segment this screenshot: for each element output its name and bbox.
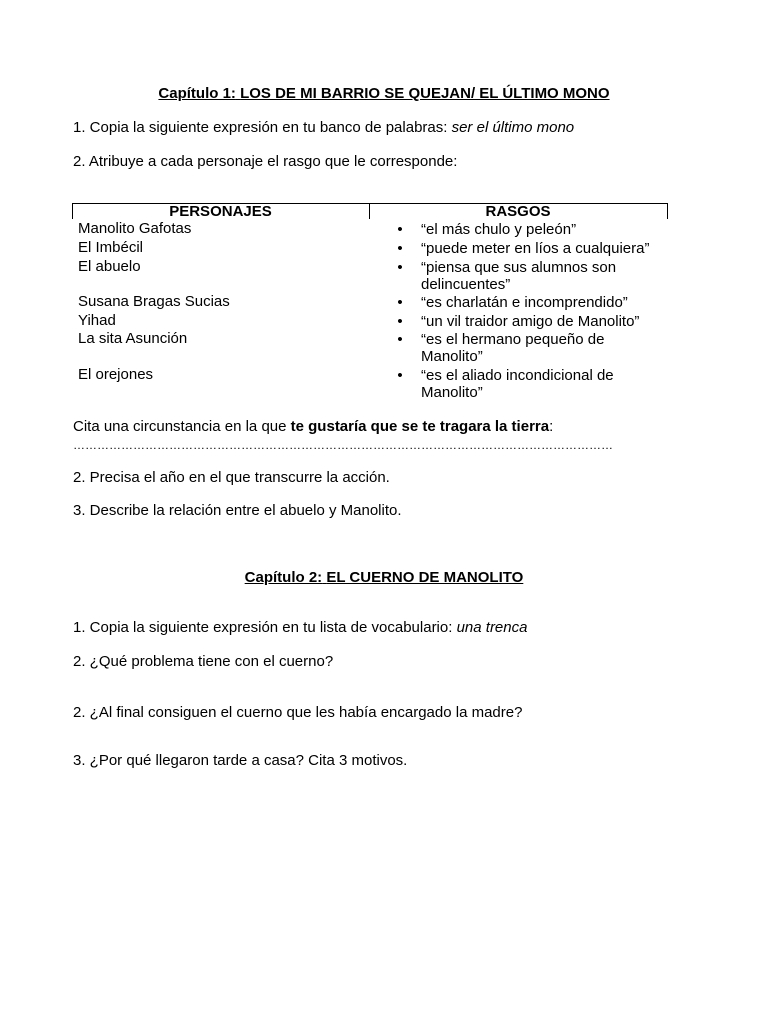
chapter2-title (0, 569, 768, 587)
chapter1-question-3: 2. Precisa el año en el que transcurre la acción. (73, 469, 390, 486)
chapter1-question-2: 2. Atribuye a cada personaje el rasgo que le corresponde: (73, 153, 458, 170)
table-header-rasgos: RASGOS (485, 203, 551, 220)
chapter2-q1-text: 1. Copia la siguiente expresión en tu lista de vocabulario: (73, 619, 457, 636)
chapter2-question-3: 2. ¿Al final consiguen el cuerno que les había encargado la madre? (73, 704, 523, 721)
bullet-icon: • (397, 331, 403, 348)
cita-bold: te gustaría que se te tragara la tierra (290, 418, 550, 435)
bullet-icon: • (397, 313, 403, 330)
chapter1-title-prefix: Capítulo 1: (158, 85, 236, 102)
answer-dotted-line: ……………………………………………………………………………………………………………………… (73, 438, 613, 452)
chapter2-question-1 (73, 619, 527, 637)
table-right-border (667, 203, 668, 219)
bullet-icon: • (397, 240, 403, 257)
chapter2-question-4: 3. ¿Por qué llegaron tarde a casa? Cita 3 motivos. (73, 752, 408, 769)
rasgo-item: “puede meter en líos a cualquiera” (421, 240, 650, 257)
bullet-icon: • (397, 259, 403, 276)
personaje-item: El Imbécil (78, 239, 144, 256)
bullet-icon: • (397, 294, 403, 311)
table-header-personajes: PERSONAJES (169, 203, 272, 220)
personaje-item: Yihad (78, 312, 116, 329)
personaje-item: El orejones (78, 366, 154, 383)
chapter2-title-text: EL CUERNO DE MANOLITO (326, 569, 524, 586)
chapter1-q1-text: 1. Copia la siguiente expresión en tu banco de palabras: (73, 119, 452, 136)
personaje-item: La sita Asunción (78, 330, 188, 347)
cita-prompt (73, 418, 553, 436)
chapter2-title-prefix: Capítulo 2: (244, 569, 323, 586)
chapter2-q1-expression: una trenca (456, 619, 528, 636)
rasgo-item: “piensa que sus alumnos son (421, 259, 617, 276)
rasgo-item-continuation: Manolito” (421, 348, 483, 365)
chapter1-q1-expression: ser el último mono (451, 119, 575, 136)
rasgo-item: “es el hermano pequeño de (421, 331, 605, 348)
chapter1-question-1 (73, 119, 574, 137)
bullet-icon: • (397, 221, 403, 238)
cita-suffix: : (549, 418, 554, 435)
chapter1-question-4: 3. Describe la relación entre el abuelo y Manolito. (73, 502, 402, 519)
rasgo-item: “un vil traidor amigo de Manolito” (421, 313, 640, 330)
bullet-icon: • (397, 367, 403, 384)
personaje-item: Susana Bragas Sucias (78, 293, 230, 310)
personaje-item: El abuelo (78, 258, 141, 275)
chapter1-title (0, 85, 768, 103)
personaje-item: Manolito Gafotas (78, 220, 192, 237)
rasgo-item: “el más chulo y peleón” (421, 221, 577, 238)
rasgo-item: “es el aliado incondicional de (421, 367, 614, 384)
cita-prefix: Cita una circunstancia en la que (73, 418, 291, 435)
chapter1-title-text: LOS DE MI BARRIO SE QUEJAN/ EL ÚLTIMO MONO (240, 85, 610, 102)
rasgo-item-continuation: Manolito” (421, 384, 483, 401)
rasgo-item: “es charlatán e incomprendido” (421, 294, 628, 311)
chapter2-question-2: 2. ¿Qué problema tiene con el cuerno? (73, 653, 334, 670)
rasgo-item-continuation: delincuentes” (421, 276, 511, 293)
